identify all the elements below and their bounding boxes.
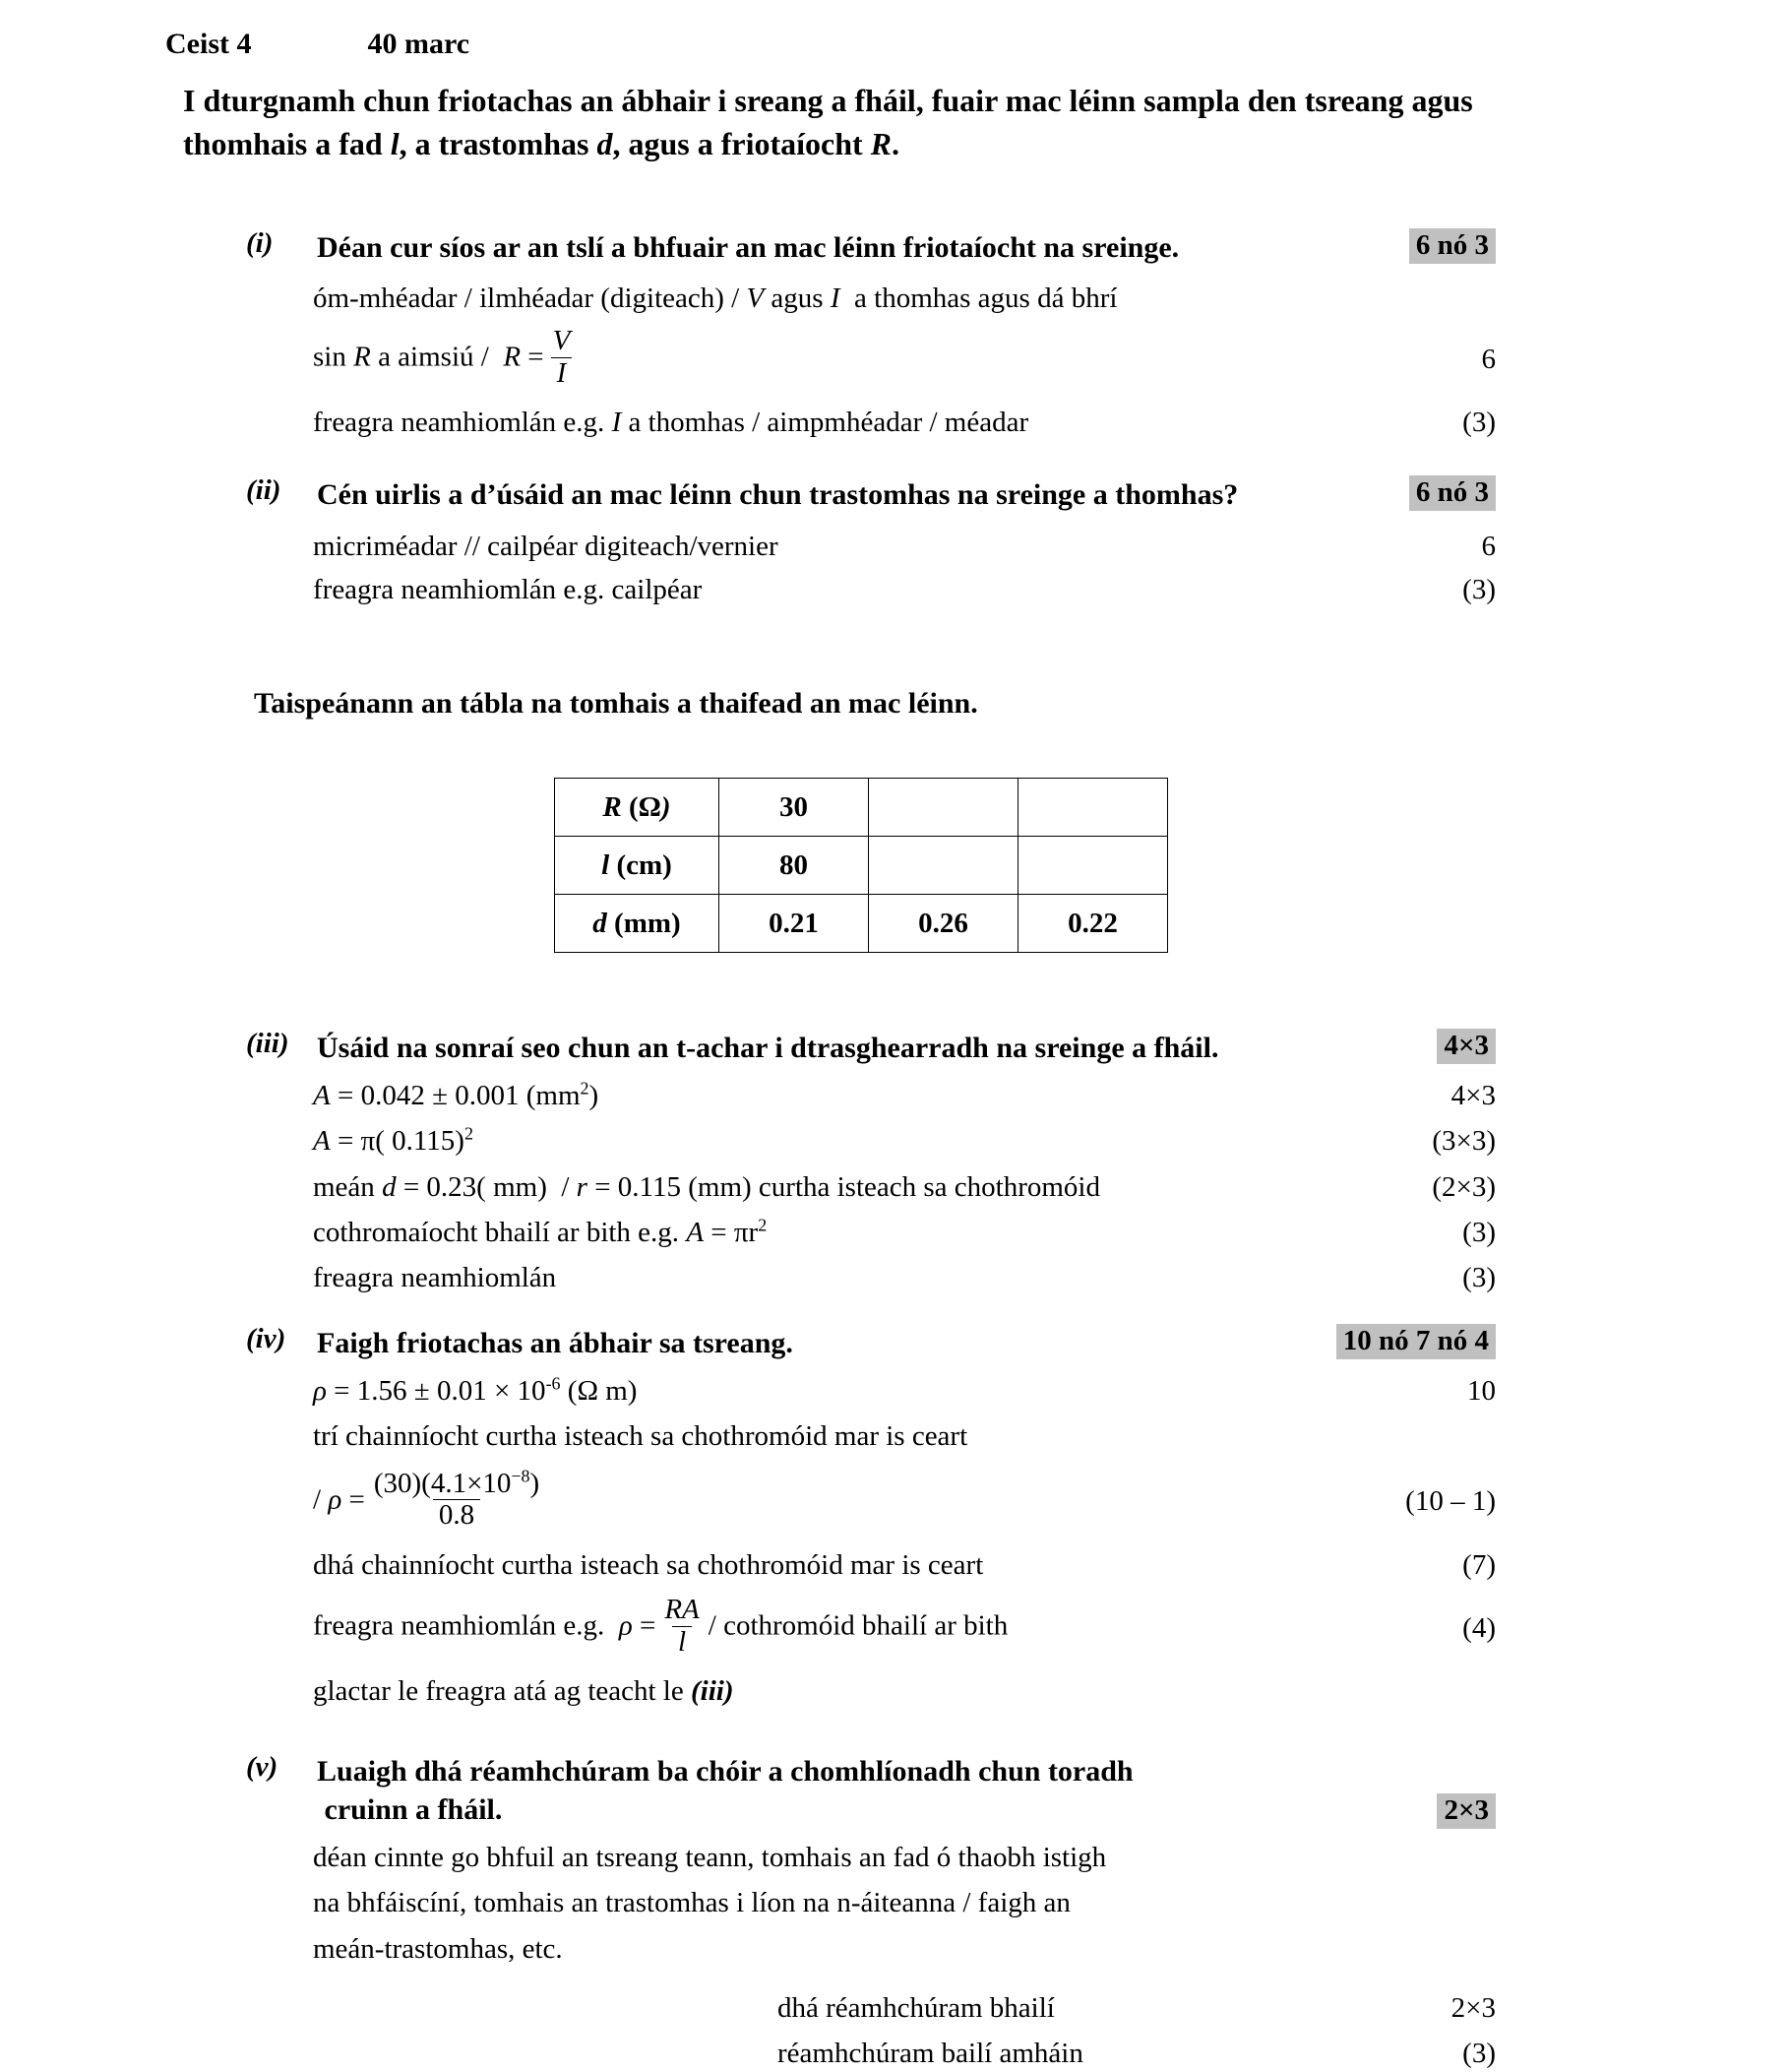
answer-text: freagra neamhiomlán e.g. ρ = $\frac{RA}{l}$ / cothromóid bhailí ar bith (313, 1593, 1009, 1658)
part-ii-prompt: Cén uirlis a d’úsáid an mac léinn chun trastomhas na sreinge a thomhas? (317, 478, 1239, 511)
answer-line (313, 280, 1496, 317)
answer-line (777, 2035, 1496, 2072)
answer-mark: (3×3) (1432, 1125, 1496, 1158)
fraction-v-over-i: $\frac{V}{I}$ (552, 325, 571, 389)
answer-text: meán-trastomhas, etc. (313, 1932, 563, 1965)
table-cell: 0.21 (719, 895, 869, 953)
table-row-label: l (cm) (555, 837, 719, 895)
table-cell-empty (869, 837, 1018, 895)
table-row-label: R (Ω) (555, 779, 719, 837)
answer-text: glactar le freagra atá ag teacht le (iii) (313, 1675, 734, 1708)
part-v-prompt: Luaigh dhá réamhchúram ba chóir a chomhlíonadh chun toradh cruinn a fháil. (317, 1755, 1134, 1826)
part-i-mark: 6 nó 3 (1409, 228, 1496, 264)
answer-text: micriméadar // cailpéar digiteach/vernier (313, 531, 778, 562)
total-marks: 40 marc (367, 28, 470, 60)
answer-text: freagra neamhiomlán e.g. I a thomhas / aimpmhéadar / méadar (313, 407, 1029, 439)
answer-line (313, 325, 1496, 390)
answer-mark: (4) (1462, 1611, 1496, 1644)
table-cell-empty (1018, 837, 1168, 895)
table-cell: 0.22 (1018, 895, 1168, 953)
answer-mark: (10 – 1) (1405, 1485, 1496, 1518)
part-iv-number: (iv) (246, 1323, 286, 1354)
part-v-number: (v) (246, 1751, 278, 1783)
answer-line (313, 1122, 1496, 1160)
page-header (165, 30, 1563, 165)
answer-mark: (3) (1462, 1262, 1496, 1294)
question-label: Ceist 4 (165, 28, 252, 60)
answer-text: A = 0.042 ± 0.001 $(mm^2)$ (313, 1078, 599, 1111)
part-v (246, 1752, 1496, 2072)
part-v-mark: 2×3 (1437, 1793, 1496, 1829)
answer-line (313, 1546, 1496, 1584)
symbol-R: R (870, 126, 893, 162)
answer-line (313, 1930, 1496, 1968)
answer-mark: (2×3) (1432, 1170, 1496, 1203)
part-iii-number: (iii) (246, 1028, 289, 1059)
answer-mark: 10 (1467, 1375, 1496, 1407)
answer-text: freagra neamhiomlán e.g. cailpéar (313, 574, 703, 606)
answer-mark: 2×3 (1450, 1991, 1496, 2024)
part-iv (246, 1324, 1496, 1710)
answer-text: trí chainníocht curtha isteach sa chothromóid mar is ceart (313, 1420, 968, 1453)
answer-line (313, 1593, 1496, 1659)
page-title: I dturgnamh chun friotachas an ábhair i sreang a fháil, fuair mac léinn sampla den tsreang agus thomhais a fad l, a trastomhas d, agus a friotaíocht R. (183, 83, 1473, 162)
answer-text: dhá réamhchúram bhailí (777, 1991, 1055, 2024)
part-iv-mark: 10 nó 7 nó 4 (1336, 1324, 1496, 1359)
part-iv-prompt: Faigh friotachas an ábhair sa tsreang. (317, 1327, 793, 1359)
part-i-header (246, 228, 1496, 267)
table-intro: Taispeánann an tábla na tomhais a thaifead an mac léinn. (254, 687, 978, 720)
answer-text: meán d = 0.23( mm) / r = 0.115 (mm) curtha isteach sa chothromóid (313, 1170, 1100, 1203)
answer-mark: (3) (1462, 407, 1496, 439)
answer-line (313, 1672, 1496, 1710)
answer-mark: (7) (1462, 1548, 1496, 1581)
answer-text: A = π( 0.115)$^2$ (313, 1123, 473, 1158)
header-line (165, 30, 1563, 59)
answer-text: / ρ = $\frac{(30)(4.1\times 10^{-8})}{0.8}$ (313, 1472, 1388, 1533)
answer-line (313, 1259, 1496, 1296)
answer-line (313, 1839, 1496, 1876)
answer-text: freagra neamhiomlán (313, 1262, 557, 1294)
fraction-numerator: $(30)(4.1\times 10^{-8})$ (373, 1465, 540, 1499)
part-iii-mark: 4×3 (1437, 1029, 1496, 1064)
table-cell: 30 (719, 779, 869, 837)
table-row (555, 837, 1168, 895)
fraction-denominator: 0.8 (433, 1499, 480, 1531)
part-ii-header (246, 475, 1496, 514)
answer-text: déan cinnte go bhfuil an tsreang teann, tomhais an fad ó thaobh istigh (313, 1842, 1107, 1873)
answer-mark: (3) (1462, 2038, 1496, 2070)
part-iv-header (246, 1324, 1496, 1362)
part-i-number: (i) (246, 227, 274, 259)
answer-line (313, 1168, 1496, 1206)
table-row (555, 779, 1168, 837)
table-cell-empty (869, 779, 1018, 837)
table-cell-empty (1018, 779, 1168, 837)
symbol-d: d (596, 126, 613, 162)
symbol-l: l (390, 126, 400, 162)
answer-mark: (3) (1462, 574, 1496, 606)
answer-text: dhá chainníocht curtha isteach sa chothromóid mar is ceart (313, 1548, 984, 1581)
fraction-rho-calculation (368, 1465, 545, 1532)
part-v-header (246, 1752, 1496, 1829)
answer-mark: 4×3 (1450, 1080, 1496, 1111)
table-cell: 0.26 (869, 895, 1018, 953)
reference-part-iii: (iii) (690, 1675, 734, 1708)
answer-line (313, 1372, 1496, 1410)
answer-line (313, 1077, 1496, 1114)
part-ii-mark: 6 nó 3 (1409, 475, 1496, 511)
measurements-table-wrapper (554, 778, 1168, 953)
measurements-table (554, 778, 1168, 953)
table-row (555, 895, 1168, 953)
answer-text: sin R a aimsiú / R = $\frac{V}{I}$ (313, 329, 1464, 390)
answer-mark: 6 (1481, 344, 1496, 376)
part-iii (246, 1029, 1496, 1296)
fraction-ra-over-l: $\frac{RA}{l}$ (664, 1593, 700, 1658)
part-i-prompt: Déan cur síos ar an tslí a bhfuair an mac léinn friotaíocht na sreinge. (317, 231, 1180, 264)
part-iii-prompt: Úsáid na sonraí seo chun an t-achar i dtrasghearradh na sreinge a fháil. (317, 1032, 1219, 1064)
answer-line (313, 528, 1496, 565)
answer-text: réamhchúram bailí amháin (777, 2038, 1083, 2070)
answer-text: óm-mhéadar / ilmhéadar (digiteach) / V agus I a thomhas agus dá bhrí (313, 283, 1118, 314)
answer-line (313, 1417, 1496, 1455)
part-ii (246, 475, 1496, 609)
answer-line (777, 1989, 1496, 2027)
answer-line (313, 404, 1496, 441)
table-cell: 80 (719, 837, 869, 895)
answer-text: na bhfáiscíní, tomhais an trastomhas i líon na n-áiteanna / faigh an (313, 1887, 1071, 1919)
answer-line (313, 1465, 1496, 1533)
part-iii-header (246, 1029, 1496, 1067)
answer-line (313, 1884, 1496, 1921)
answer-text: $\rho = 1.56 \pm 0.01 \times 10^{-6}$ (Ω m) (313, 1373, 638, 1407)
part-i (246, 228, 1496, 442)
answer-line (313, 571, 1496, 608)
answer-text: cothromaíocht bhailí ar bith e.g. $A = \pi r^2$ (313, 1215, 768, 1248)
answer-mark: (3) (1462, 1216, 1496, 1248)
part-ii-number: (ii) (246, 474, 281, 506)
table-row-label: d (mm) (555, 895, 719, 953)
answer-line (313, 1214, 1496, 1251)
answer-mark: 6 (1481, 531, 1496, 562)
